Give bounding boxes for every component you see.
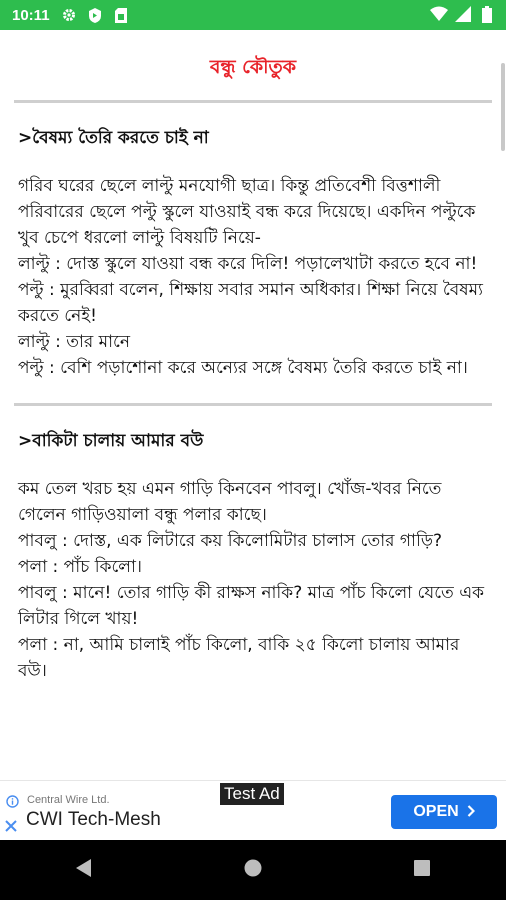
- status-icons-left: [60, 6, 130, 24]
- article-line: গরিব ঘরের ছেলে লাল্টু মনযোগী ছাত্র। কিন্তু প্রতিবেশী বিত্তশালী পরিবারের ছেলে পল্টু স্কুলে যাওয়াই বন্ধ করে দিয়েছে। একদিন পল্টুকে খুব চেপে ধরলো লাল্টু বিষয়টি নিয়ে-: [18, 176, 476, 248]
- article-line: পল্টু : মুরব্বিরা বলেন, শিক্ষায় সবার সমান অধিকার। শিক্ষা নিয়ে বৈষম্য করতে নেই!: [18, 280, 483, 326]
- article-title: >বৈষম্য তৈরি করতে চাই না: [18, 128, 209, 148]
- page-title: বন্ধু কৌতুক: [209, 56, 297, 78]
- scrollbar[interactable]: [501, 63, 505, 151]
- signal-icon: [454, 5, 472, 23]
- home-button[interactable]: [223, 850, 283, 890]
- article-title: >বাকিটা চালায় আমার বউ: [18, 431, 204, 451]
- battery-icon: [478, 5, 496, 23]
- wifi-icon: [430, 5, 448, 23]
- article-body: [18, 173, 488, 381]
- article-line: পল্টু : বেশি পড়াশোনা করে অন্যের সঙ্গে বৈষম্য তৈরি করতে চাই না।: [18, 358, 468, 378]
- content-scroll-area[interactable]: [0, 30, 506, 780]
- article-line: কম তেল খরচ হয় এমন গাড়ি কিনবেন পাবলু। খোঁজ-খবর নিতে গেলেন গাড়িওয়ালা বন্ধু পলার কাছে।: [18, 479, 442, 525]
- chevron-right-icon: [467, 804, 475, 820]
- article: [0, 428, 506, 684]
- status-time: 10:11: [12, 6, 50, 24]
- home-icon: [243, 858, 263, 882]
- divider: [14, 403, 492, 406]
- article-line: পলা : না, আমি চালাই পাঁচ কিলো, বাকি ২৫ কিলো চালায় আমার বউ।: [18, 635, 460, 681]
- article-line: পলা : পাঁচ কিলো।: [18, 557, 142, 577]
- shield-icon: [86, 6, 104, 24]
- gear-icon: [60, 6, 78, 24]
- ad-product-name[interactable]: CWI Tech-Mesh: [26, 809, 161, 830]
- navigation-bar: [0, 840, 506, 900]
- back-icon: [75, 858, 93, 882]
- ad-open-label: OPEN: [413, 803, 459, 820]
- ad-info-icon[interactable]: [6, 795, 19, 811]
- article-line: লাল্টু : দোস্ত স্কুলে যাওয়া বন্ধ করে দিলি! পড়ালেখাটা করতে হবে না!: [18, 254, 478, 274]
- ad-open-button[interactable]: [391, 795, 497, 829]
- article-line: লাল্টু : তার মানে: [18, 332, 131, 352]
- ad-advertiser: Central Wire Ltd.: [27, 794, 110, 806]
- article-line: পাবলু : দোস্ত, এক লিটারে কয় কিলোমিটার চালাস তোর গাড়ি?: [18, 531, 442, 551]
- article: [0, 125, 506, 381]
- status-bar: [0, 0, 506, 30]
- sim-card-icon: [112, 6, 130, 24]
- status-icons-right: [430, 5, 496, 23]
- article-line: পাবলু : মানে! তোর গাড়ি কী রাক্ষস নাকি? মাত্র পাঁচ কিলো যেতে এক লিটার গিলে খায়!: [18, 583, 485, 629]
- test-ad-badge: Test Ad: [220, 783, 284, 805]
- divider: [14, 100, 492, 103]
- recents-button[interactable]: [392, 850, 452, 890]
- ad-close-icon[interactable]: [5, 819, 17, 835]
- recents-icon: [413, 859, 431, 881]
- article-body: [18, 476, 488, 684]
- ad-banner[interactable]: [0, 780, 506, 841]
- back-button[interactable]: [54, 850, 114, 890]
